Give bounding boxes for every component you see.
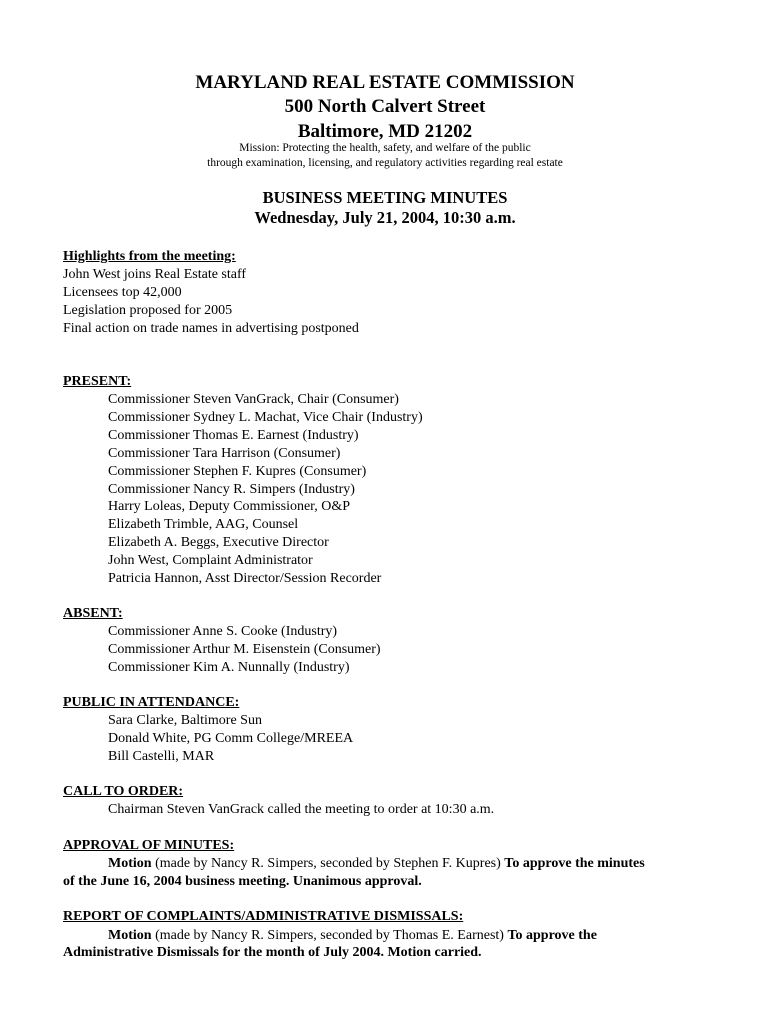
city-address: Baltimore, MD 21202 (297, 121, 473, 142)
present-item: Commissioner Thomas E. Earnest (Industry) (108, 428, 359, 443)
highlights-heading: Highlights from the meeting: (63, 249, 236, 264)
complaints-heading: REPORT OF COMPLAINTS/ADMINISTRATIVE DISMISSALS: (63, 909, 464, 924)
present-item: Commissioner Steven VanGrack, Chair (Consumer) (108, 392, 399, 407)
present-item: Elizabeth Trimble, AAG, Counsel (108, 517, 299, 532)
public-item: Bill Castelli, MAR (108, 749, 215, 764)
absent-item: Commissioner Anne S. Cooke (Industry) (108, 624, 338, 639)
present-item: Commissioner Tara Harrison (Consumer) (108, 446, 341, 461)
complaints-motion-continuation: Administrative Dismissals for the month of July 2004. Motion carried. (63, 945, 482, 960)
motion-action: To approve the minutes (504, 856, 645, 871)
motion-label: Motion (108, 856, 152, 871)
absent-item: Commissioner Arthur M. Eisenstein (Consumer) (108, 642, 381, 657)
motion-label: Motion (108, 928, 152, 943)
present-item: Patricia Hannon, Asst Director/Session Recorder (108, 571, 382, 586)
motion-makers: (made by Nancy R. Simpers, seconded by Stephen F. Kupres) (151, 856, 505, 871)
absent-heading: ABSENT: (63, 606, 123, 621)
present-item: Harry Loleas, Deputy Commissioner, O&P (108, 499, 351, 514)
document-title: BUSINESS MEETING MINUTES (262, 188, 508, 207)
approval-heading: APPROVAL OF MINUTES: (63, 838, 235, 853)
complaints-motion-line (108, 928, 597, 944)
present-item: Commissioner Nancy R. Simpers (Industry) (108, 482, 355, 497)
approval-motion-continuation: of the June 16, 2004 business meeting. Unanimous approval. (63, 874, 422, 889)
highlight-item: Final action on trade names in advertising postponed (63, 321, 359, 336)
public-item: Sara Clarke, Baltimore Sun (108, 713, 262, 728)
street-address: 500 North Calvert Street (284, 96, 486, 117)
org-name: MARYLAND REAL ESTATE COMMISSION (195, 72, 575, 93)
present-item: Elizabeth A. Beggs, Executive Director (108, 535, 329, 550)
present-heading: PRESENT: (63, 374, 132, 389)
public-item: Donald White, PG Comm College/MREEA (108, 731, 354, 746)
mission-line-1: Mission: Protecting the health, safety, and welfare of the public (239, 142, 531, 154)
public-heading: PUBLIC IN ATTENDANCE: (63, 695, 240, 710)
present-item: Commissioner Sydney L. Machat, Vice Chair (Industry) (108, 410, 423, 425)
highlight-item: John West joins Real Estate staff (63, 267, 247, 282)
motion-action: To approve the (507, 928, 597, 943)
approval-motion-line (108, 856, 645, 872)
meeting-date: Wednesday, July 21, 2004, 10:30 a.m. (254, 208, 516, 227)
highlight-item: Licensees top 42,000 (63, 285, 182, 300)
present-item: Commissioner Stephen F. Kupres (Consumer) (108, 464, 367, 479)
highlight-item: Legislation proposed for 2005 (63, 303, 233, 318)
call-to-order-text: Chairman Steven VanGrack called the meeting to order at 10:30 a.m. (108, 802, 495, 817)
mission-line-2: through examination, licensing, and regulatory activities regarding real estate (207, 157, 563, 169)
motion-makers: (made by Nancy R. Simpers, seconded by Thomas E. Earnest) (151, 928, 508, 943)
absent-item: Commissioner Kim A. Nunnally (Industry) (108, 660, 350, 675)
call-to-order-heading: CALL TO ORDER: (63, 784, 184, 799)
present-item: John West, Complaint Administrator (108, 553, 313, 568)
